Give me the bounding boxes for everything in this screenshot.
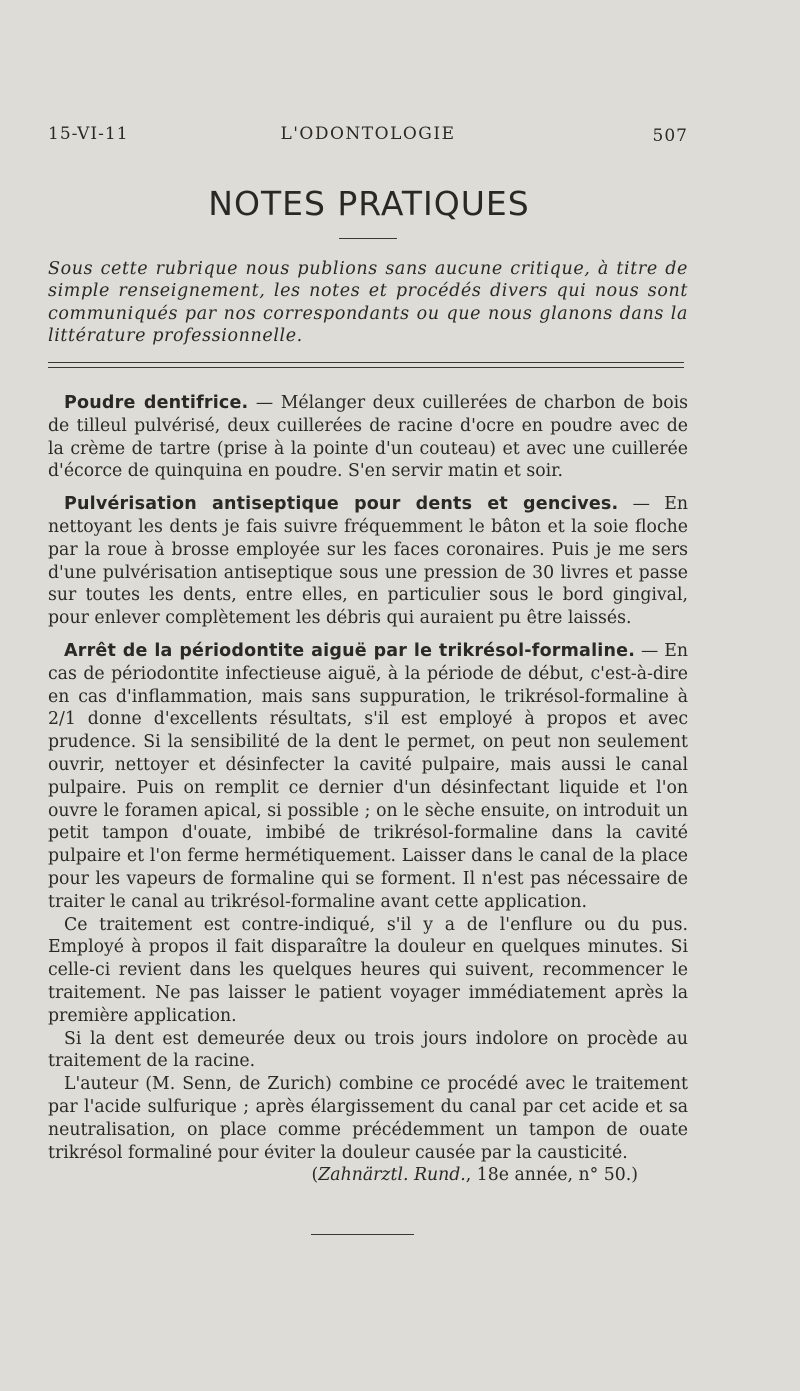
header-date: 15-VI-11: [48, 124, 129, 144]
citation-source: Zahnärztl. Rund.: [318, 1165, 466, 1186]
section-text: — En cas de périodontite infectieuse aiguë, à la période de début, c'est-à-dire en cas d'inflammation, mais sans suppuration, le trikrésol-formaline à 2/1 donne d'excellents résultats, s'il est employé à propos et avec prudence. Si la sensibilité de la dent le permet, on peut non seulement ouvrir, nettoyer et désinfecter la cavité pulpaire, mais aussi le canal pulpaire. Puis on remplit ce dernier d'un désinfectant liquide et l'on ouvre le foramen apical, si possible ; on le sèche ensuite, on introduit un petit tampon d'ouate, imbibé de trikrésol-formaline dans la cavité pulpaire et l'on ferme hermétiquement. Laisser dans le canal de la place pour les vapeurs de formaline qui se forment. Il n'est pas nécessaire de traiter le canal au trikrésol-formaline avant cette application.: [48, 640, 688, 912]
citation: (Zahnärztl. Rund., 18e année, n° 50.): [311, 1165, 638, 1186]
paragraph: Si la dent est demeurée deux ou trois jours indolore on procède au traitement de la racine.: [48, 1028, 688, 1072]
paragraph: L'auteur (M. Senn, de Zurich) combine ce procédé avec le traitement par l'acide sulfurique ; après élargissement du canal par cet acide et sa neutralisation, on place comme précédemment un tampon de ouate trikrésol formaliné pour éviter la douleur causée par la causticité.: [48, 1074, 688, 1163]
running-header: [48, 124, 688, 154]
section-pulverisation: [48, 493, 688, 630]
page-number: 507: [652, 126, 688, 146]
double-rule: [48, 362, 684, 368]
section-periodontite: [48, 640, 688, 914]
section-poudre-dentifrice: [48, 392, 688, 483]
article-body: [48, 392, 688, 1187]
header-journal: L'ODONTOLOGIE: [280, 124, 456, 144]
paragraph: Ce traitement est contre-indiqué, s'il y a de l'enflure ou du pus. Employé à propos il fait disparaître la douleur en quelques minutes. Si celle-ci revient dans les quelques heures qui suivent, recommencer le traitement. Ne pas laisser le patient voyager immédiatement après la première application.: [48, 914, 688, 1026]
citation-detail: , 18e année, n° 50.: [465, 1165, 632, 1186]
section-heading: Arrêt de la périodontite aiguë par le trikrésol-formaline.: [64, 640, 636, 661]
section-text: — En nettoyant les dents je fais suivre fréquemment le bâton et la soie floche par la roue à brosse employée sur les faces coronaires. Puis je me sers d'une pulvérisation antiseptique sous une pression de 30 livres et passe sur toutes les dents, entre elles, en particulier sous le bord gingival, pour enlever complètement les débris qui auraient pu être laissés.: [48, 494, 688, 629]
title-rule: [339, 238, 397, 239]
section-text: — Mélanger deux cuillerées de charbon de bois de tilleul pulvérisé, deux cuillerées de racine d'ocre en poudre avec de la crème de tartre (prise à la pointe d'un couteau) et avec une cuillerée d'écorce de quinquina en poudre. S'en servir matin et soir.: [48, 393, 688, 482]
section-heading: Pulvérisation antiseptique pour dents et gencives.: [64, 494, 619, 515]
page-title: NOTES PRATIQUES: [208, 184, 530, 223]
section-heading: Poudre dentifrice.: [64, 393, 249, 413]
intro-paragraph: Sous cette rubrique nous publions sans aucune critique, à titre de simple renseignement, les notes et procédés divers qui nous sont communiqués par nos correspondants ou que nous glanons dans la littérature professionnelle.: [48, 259, 688, 346]
end-rule: [311, 1234, 414, 1235]
